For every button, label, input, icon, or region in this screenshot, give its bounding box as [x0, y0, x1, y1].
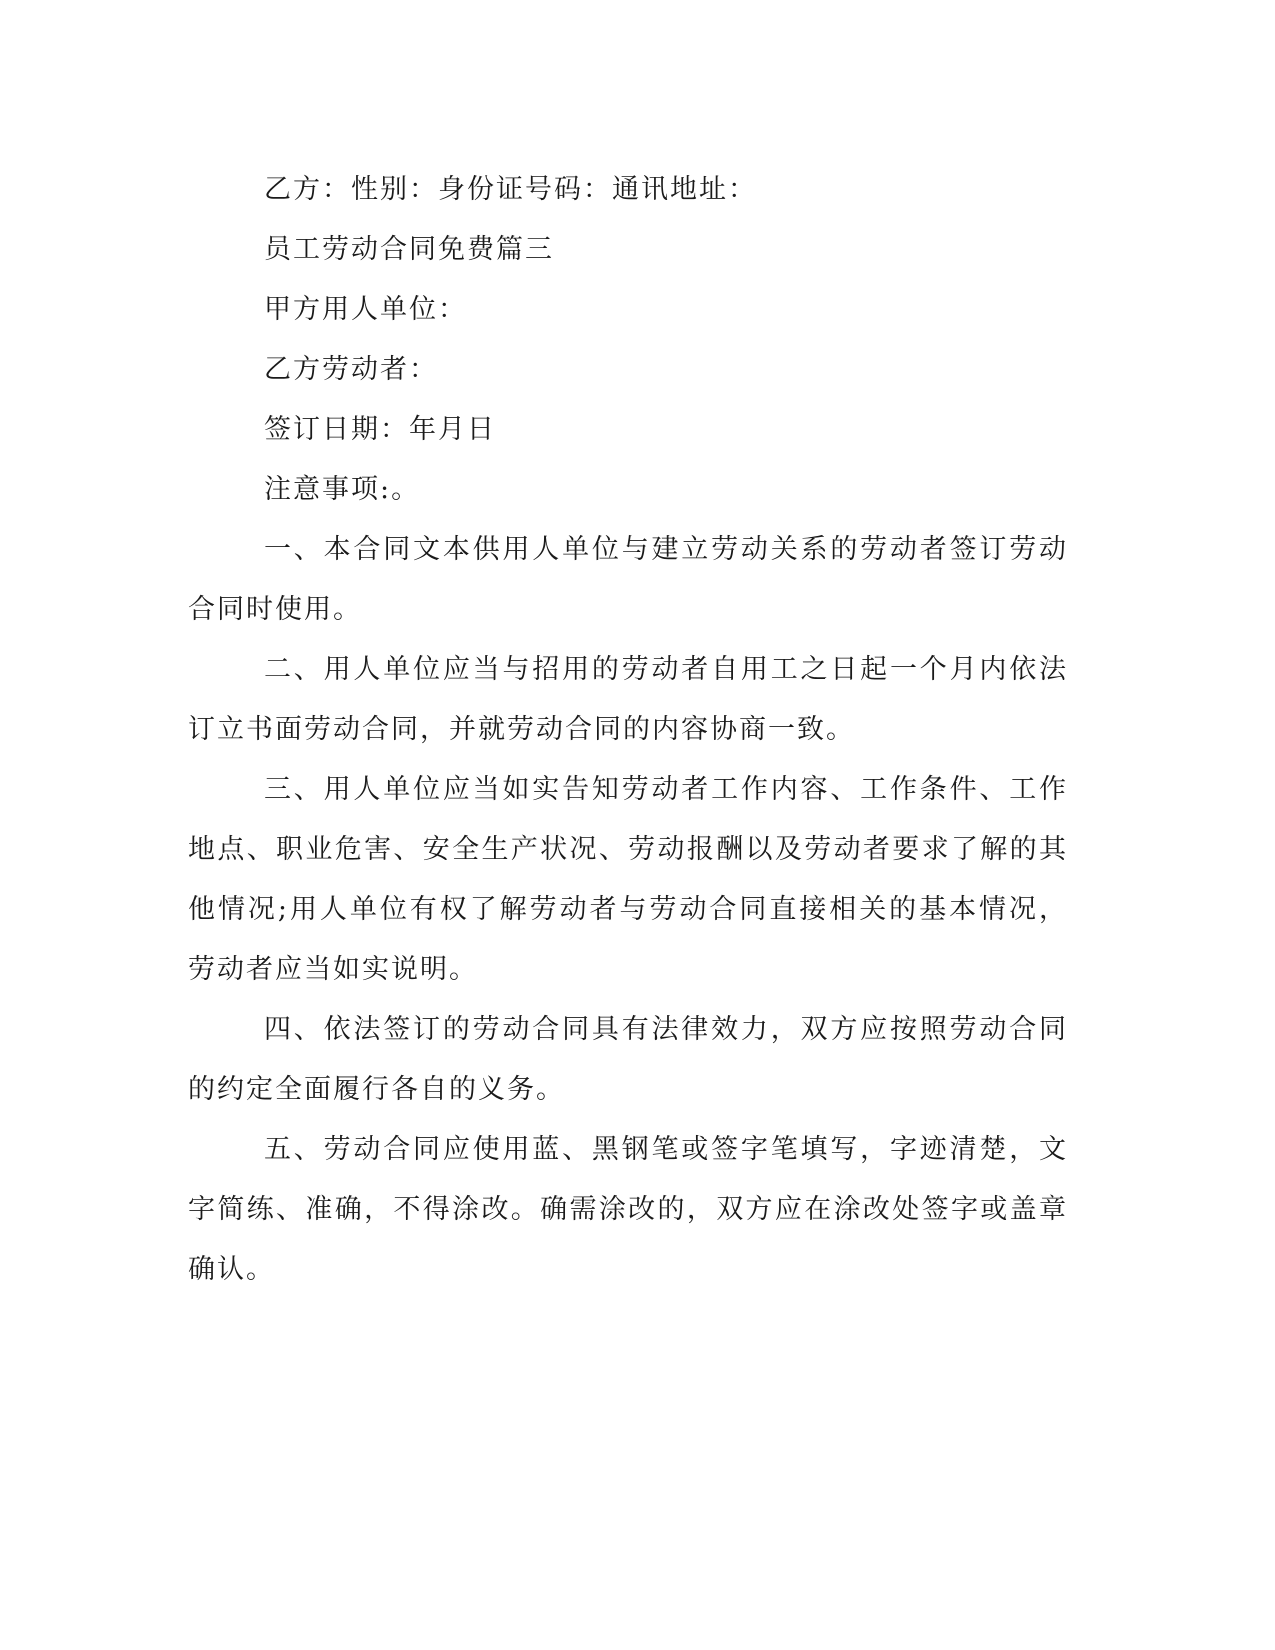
section-title: 员工劳动合同免费篇三 — [264, 234, 554, 265]
signing-date-line: 签订日期：年月日 — [264, 414, 496, 445]
note-paragraph-1: 一、本合同文本供用人单位与建立劳动关系的劳动者签订劳动合同时使用。 — [188, 534, 1068, 625]
notes-heading: 注意事项:。 — [264, 474, 421, 505]
party-b-worker-line: 乙方劳动者： — [264, 354, 438, 385]
note-paragraph-2: 二、用人单位应当与招用的劳动者自用工之日起一个月内依法订立书面劳动合同，并就劳动合同的内容协商一致。 — [188, 654, 1068, 745]
party-b-info-line: 乙方：性别：身份证号码：通讯地址： — [264, 174, 757, 205]
note-paragraph-3: 三、用人单位应当如实告知劳动者工作内容、工作条件、工作地点、职业危害、安全生产状况、劳动报酬以及劳动者要求了解的其他情况;用人单位有权了解劳动者与劳动合同直接相关的基本情况，劳动者应当如实说明。 — [188, 774, 1068, 985]
note-paragraph-4: 四、依法签订的劳动合同具有法律效力，双方应按照劳动合同的约定全面履行各自的义务。 — [188, 1014, 1068, 1105]
document-body — [188, 160, 1068, 1300]
note-paragraph-5: 五、劳动合同应使用蓝、黑钢笔或签字笔填写，字迹清楚，文字简练、准确，不得涂改。确需涂改的，双方应在涂改处签字或盖章确认。 — [188, 1134, 1068, 1285]
party-a-employer-line: 甲方用人单位： — [264, 294, 467, 325]
